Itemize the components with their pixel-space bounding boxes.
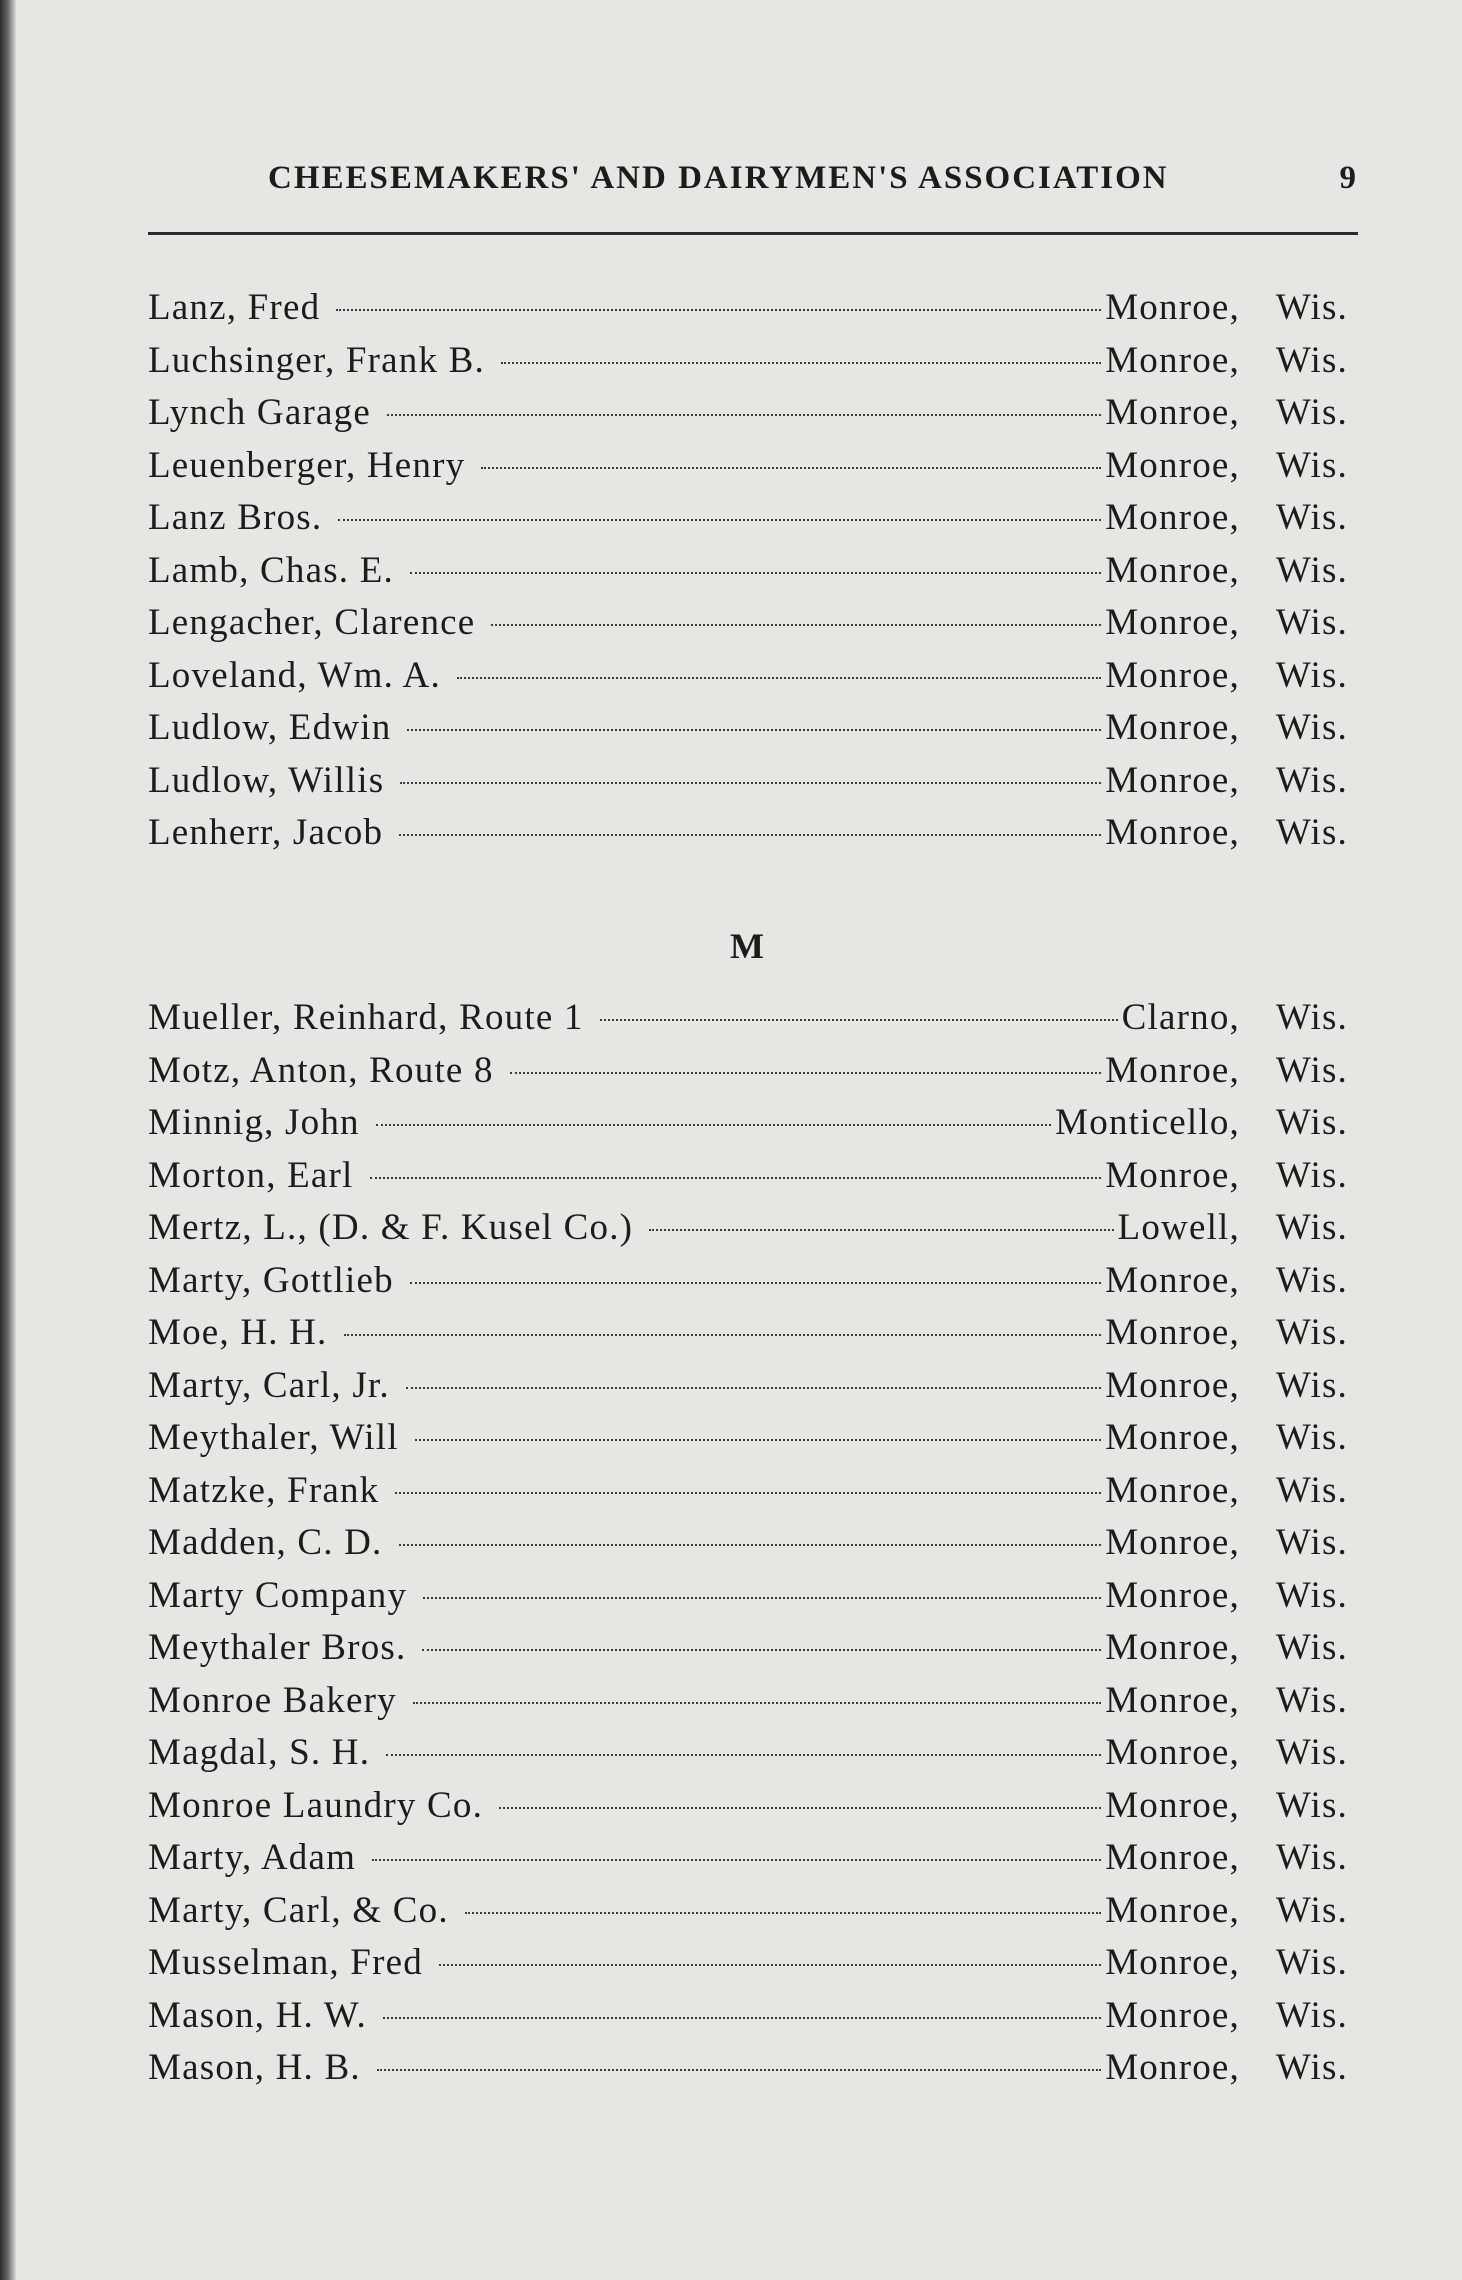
member-state: Wis. — [1275, 392, 1348, 433]
list-item — [148, 1469, 1348, 1522]
member-town: Lowell, — [1117, 1207, 1240, 1248]
dot-leader — [336, 309, 1101, 311]
member-town: Clarno, — [1121, 997, 1240, 1038]
dot-leader — [372, 1859, 1101, 1861]
member-state: Wis. — [1275, 1627, 1348, 1668]
dot-leader — [399, 1544, 1102, 1546]
member-town: Monroe, — [1105, 1942, 1240, 1983]
list-item — [148, 1889, 1348, 1942]
list-item — [148, 1416, 1348, 1469]
dot-leader — [499, 1807, 1101, 1809]
list-item — [148, 1521, 1348, 1574]
member-name: Magdal, S. H. — [148, 1732, 371, 1773]
member-town: Monroe, — [1105, 602, 1240, 643]
member-state: Wis. — [1275, 1942, 1348, 1983]
member-state: Wis. — [1275, 1679, 1348, 1721]
member-state: Wis. — [1275, 707, 1348, 748]
member-state: Wis. — [1275, 1889, 1348, 1931]
member-town: Monroe, — [1105, 1679, 1240, 1721]
member-name: Marty, Adam — [148, 1837, 357, 1878]
dot-leader — [338, 519, 1101, 521]
member-town: Monroe, — [1105, 812, 1240, 853]
section-heading-m: M — [730, 926, 764, 966]
member-town: Monroe, — [1105, 1469, 1240, 1511]
list-item — [148, 1941, 1348, 1994]
list-item — [148, 1154, 1348, 1207]
dot-leader — [600, 1019, 1118, 1021]
dot-leader — [465, 1912, 1101, 1914]
member-name: Lenherr, Jacob — [148, 812, 384, 853]
member-state: Wis. — [1275, 497, 1348, 538]
list-item — [148, 1049, 1348, 1102]
member-name: Ludlow, Willis — [148, 759, 385, 801]
dot-leader — [410, 572, 1101, 574]
member-name: Matzke, Frank — [148, 1469, 380, 1511]
list-item — [148, 1364, 1348, 1417]
list-item — [148, 339, 1348, 392]
list-item — [148, 1311, 1348, 1364]
member-name: Marty, Carl, Jr. — [148, 1364, 390, 1406]
member-name: Mueller, Reinhard, Route 1 — [148, 997, 584, 1038]
member-name: Mason, H. W. — [148, 1994, 367, 2036]
member-town: Monroe, — [1105, 497, 1240, 538]
member-state: Wis. — [1275, 549, 1348, 591]
dot-leader — [410, 1282, 1101, 1284]
list-item — [148, 1101, 1348, 1154]
list-item — [148, 601, 1348, 654]
member-name: Mason, H. B. — [148, 2047, 361, 2088]
member-town: Monroe, — [1105, 759, 1240, 801]
member-state: Wis. — [1275, 812, 1348, 853]
member-town: Monroe, — [1105, 1259, 1240, 1301]
member-name: Lanz, Fred — [148, 287, 321, 328]
member-name: Musselman, Fred — [148, 1942, 423, 1983]
member-name: Marty Company — [148, 1574, 408, 1616]
member-state: Wis. — [1275, 1994, 1348, 2036]
member-name: Marty, Gottlieb — [148, 1259, 394, 1301]
dot-leader — [377, 2069, 1101, 2071]
member-state: Wis. — [1275, 287, 1348, 328]
list-item — [148, 1836, 1348, 1889]
list-item — [148, 654, 1348, 707]
list-item — [148, 706, 1348, 759]
page-binding-edge — [0, 0, 16, 2280]
member-name: Ludlow, Edwin — [148, 707, 392, 748]
member-name: Loveland, Wm. A. — [148, 654, 441, 696]
member-state: Wis. — [1275, 444, 1348, 486]
list-item — [148, 1784, 1348, 1837]
dot-leader — [400, 782, 1101, 784]
member-state: Wis. — [1275, 1049, 1348, 1091]
dot-leader — [491, 624, 1101, 626]
member-state: Wis. — [1275, 1154, 1348, 1196]
list-item — [148, 1679, 1348, 1732]
dot-leader — [383, 2017, 1101, 2019]
member-town: Monroe, — [1105, 1889, 1240, 1931]
member-town: Monroe, — [1105, 1522, 1240, 1563]
member-name: Meythaler, Will — [148, 1417, 399, 1458]
member-town: Monroe, — [1105, 339, 1240, 381]
member-state: Wis. — [1275, 654, 1348, 696]
dot-leader — [439, 1964, 1101, 1966]
member-state: Wis. — [1275, 2047, 1348, 2088]
member-name: Lengacher, Clarence — [148, 602, 476, 643]
member-name: Madden, C. D. — [148, 1522, 383, 1563]
member-town: Monroe, — [1105, 1994, 1240, 2036]
member-town: Monroe, — [1105, 2047, 1240, 2088]
list-item — [148, 996, 1348, 1049]
member-state: Wis. — [1275, 997, 1348, 1038]
member-town: Monroe, — [1105, 654, 1240, 696]
dot-leader — [510, 1072, 1102, 1074]
dot-leader — [457, 677, 1101, 679]
dot-leader — [649, 1229, 1113, 1231]
list-item — [148, 1259, 1348, 1312]
member-name: Morton, Earl — [148, 1154, 354, 1196]
list-item — [148, 1994, 1348, 2047]
dot-leader — [386, 1754, 1101, 1756]
dot-leader — [406, 1387, 1101, 1389]
list-item — [148, 811, 1348, 864]
member-town: Monroe, — [1105, 1154, 1240, 1196]
member-town: Monticello, — [1055, 1102, 1240, 1143]
member-name: Motz, Anton, Route 8 — [148, 1049, 494, 1091]
member-town: Monroe, — [1105, 1837, 1240, 1878]
list-item — [148, 1626, 1348, 1679]
dot-leader — [501, 362, 1101, 364]
dot-leader — [407, 729, 1101, 731]
member-town: Monroe, — [1105, 1627, 1240, 1668]
dot-leader — [423, 1597, 1101, 1599]
list-item — [148, 549, 1348, 602]
member-town: Monroe, — [1105, 1049, 1240, 1091]
dot-leader — [415, 1439, 1102, 1441]
list-item — [148, 286, 1348, 339]
member-state: Wis. — [1275, 1417, 1348, 1458]
member-name: Mertz, L., (D. & F. Kusel Co.) — [148, 1207, 634, 1248]
member-town: Monroe, — [1105, 287, 1240, 328]
list-item — [148, 1206, 1348, 1259]
member-state: Wis. — [1275, 759, 1348, 801]
member-state: Wis. — [1275, 1732, 1348, 1773]
list-item — [148, 1574, 1348, 1627]
dot-leader — [344, 1334, 1102, 1336]
member-name: Marty, Carl, & Co. — [148, 1889, 449, 1931]
member-state: Wis. — [1275, 1364, 1348, 1406]
member-town: Monroe, — [1105, 1312, 1240, 1353]
member-list-m — [148, 996, 1348, 2099]
member-name: Lanz Bros. — [148, 497, 323, 538]
member-town: Monroe, — [1105, 707, 1240, 748]
member-town: Monroe, — [1105, 392, 1240, 433]
dot-leader — [422, 1649, 1101, 1651]
member-state: Wis. — [1275, 1784, 1348, 1826]
list-item — [148, 2046, 1348, 2099]
member-name: Minnig, John — [148, 1102, 360, 1143]
member-state: Wis. — [1275, 1102, 1348, 1143]
header-rule — [148, 232, 1358, 235]
member-state: Wis. — [1275, 339, 1348, 381]
dot-leader — [376, 1124, 1051, 1126]
list-item — [148, 444, 1348, 497]
member-state: Wis. — [1275, 1574, 1348, 1616]
dot-leader — [370, 1177, 1102, 1179]
list-item — [148, 1731, 1348, 1784]
member-state: Wis. — [1275, 1259, 1348, 1301]
member-state: Wis. — [1275, 1312, 1348, 1353]
list-item — [148, 759, 1348, 812]
member-state: Wis. — [1275, 1837, 1348, 1878]
page-header — [148, 160, 1358, 197]
member-town: Monroe, — [1105, 444, 1240, 486]
member-town: Monroe, — [1105, 1417, 1240, 1458]
page-number: 9 — [1339, 160, 1358, 196]
running-title: CHEESEMAKERS' AND DAIRYMEN'S ASSOCIATION — [268, 160, 1169, 196]
member-name: Monroe Bakery — [148, 1679, 397, 1721]
dot-leader — [395, 1492, 1101, 1494]
member-town: Monroe, — [1105, 1784, 1240, 1826]
dot-leader — [387, 414, 1101, 416]
member-name: Luchsinger, Frank B. — [148, 339, 485, 381]
member-state: Wis. — [1275, 1522, 1348, 1563]
member-state: Wis. — [1275, 1469, 1348, 1511]
member-name: Lamb, Chas. E. — [148, 549, 394, 591]
member-list-l — [148, 286, 1348, 864]
member-name: Lynch Garage — [148, 392, 371, 433]
list-item — [148, 496, 1348, 549]
member-state: Wis. — [1275, 1207, 1348, 1248]
member-state: Wis. — [1275, 602, 1348, 643]
member-name: Moe, H. H. — [148, 1312, 328, 1353]
member-town: Monroe, — [1105, 1364, 1240, 1406]
dot-leader — [481, 467, 1101, 469]
member-town: Monroe, — [1105, 1574, 1240, 1616]
member-name: Monroe Laundry Co. — [148, 1784, 484, 1826]
member-name: Leuenberger, Henry — [148, 444, 466, 486]
list-item — [148, 391, 1348, 444]
member-town: Monroe, — [1105, 549, 1240, 591]
dot-leader — [413, 1702, 1101, 1704]
member-name: Meythaler Bros. — [148, 1627, 407, 1668]
dot-leader — [399, 834, 1101, 836]
member-town: Monroe, — [1105, 1732, 1240, 1773]
